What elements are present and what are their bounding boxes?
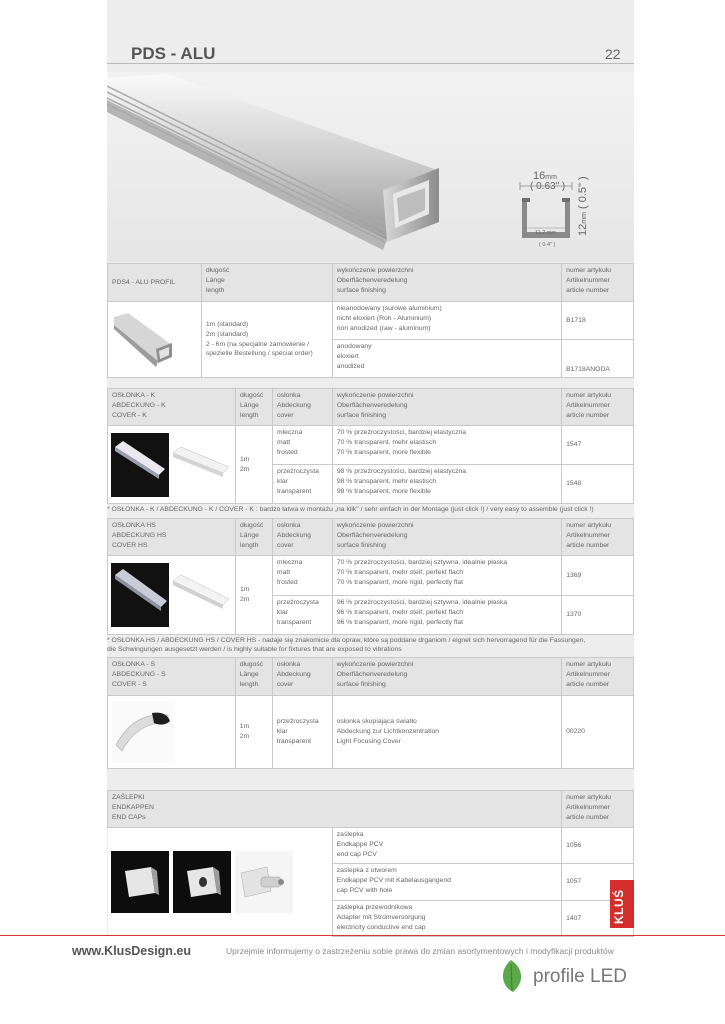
cover-type: mleczna matt frosted [272, 426, 332, 465]
brand-name: profile LED [533, 966, 627, 987]
finish-header: wykończenie powierzchni Oberflächenveredelung surface finishing [332, 519, 561, 556]
cover-s-table [107, 657, 634, 769]
end-cap-description: zaślepka z otworem Endkappe PCV mit Kabelausgangend cap PCV with hole [332, 864, 561, 901]
cover-hs-note: * OSŁONKA HS / ABDECKUNG HS / COVER HS - nadaje się znakomicie dla opraw, które są poddane drganiom / eignet sich hervorragend für die Fassungen, die Schwingungen ausgesetzt werden / is highly suitable for fixtures that are exposed to vibrations [107, 637, 586, 654]
cover-k-lengths: 1m 2m [235, 426, 272, 504]
profile-thumbnail-image [112, 309, 174, 371]
article-number: 1407 [562, 901, 634, 937]
length-header: długość Länge length [201, 264, 332, 302]
klus-logo-tab: KLUŚ [610, 880, 634, 928]
article-header: numer artykułu Artikelnummer article number [562, 658, 634, 696]
article-header: numer artykułu Artikelnummer article number [562, 791, 634, 828]
dimension-height: 12mm ( 0.5" ) [577, 176, 589, 236]
cover-finish: 98 % przeźroczystości, bardziej elastyczna 98 % transparent, mehr elastisch 98 % transparent, more flexible [332, 465, 561, 504]
profile-lengths: 1m (standard) 2m (standard) 2 - 6m (na specjalne zamówienie / spezielle Bestellung / special order) [201, 302, 332, 378]
cover-k-thumbnail [108, 426, 236, 504]
cover-s-image [112, 701, 174, 763]
cover-type: przeźroczysta klar transparent [272, 596, 332, 635]
profile-thumbnail [108, 302, 202, 378]
cover-header: osłonka Abdeckung cover [272, 519, 332, 556]
cover-hs-thumbnail [108, 556, 236, 635]
end-caps-thumbnail [108, 828, 333, 937]
header-divider [107, 63, 634, 64]
cover-type: mleczna matt frosted [272, 556, 332, 596]
cover-hs-table [107, 518, 634, 635]
cover-s-name: OSŁONKA - S ABDECKUNG - S COVER - S [108, 658, 236, 696]
cover-hs-lengths: 1m 2m [235, 556, 272, 635]
dimension-width-inch: ( 0.63" ) [530, 181, 566, 192]
cover-hs-name: OSŁONKA HS ABDECKUNG HS COVER HS [108, 519, 236, 556]
cover-finish: osłonka skupiająca światło Abdeckung zur Lichtkonzentration Light Focusing Cover [332, 696, 561, 769]
cover-type: przeźroczysta klar transparent [272, 465, 332, 504]
article-number: 00220 [562, 696, 634, 769]
end-caps-table [107, 790, 634, 937]
website-link[interactable]: www.KlusDesign.eu [72, 944, 192, 958]
finish-raw: nieanodowany (surowe aluminium) nicht eloxiert (Roh - Aluminium) non anodized (raw - aluminum) [332, 302, 561, 340]
cover-hs-images [111, 563, 231, 627]
cover-finish: 70 % przeźroczystości, bardziej elastyczna 70 % transparent, mehr elastisch 70 % transparent, more flexible [332, 426, 561, 465]
article-header: numer artykułu Artikelnummer article number [562, 389, 634, 426]
dimension-width: 16mm [533, 170, 557, 182]
cover-type: przeźroczysta klar transparent [272, 696, 332, 769]
cover-header: osłonka Abdeckung cover [272, 389, 332, 426]
end-caps-images [111, 851, 293, 913]
leaf-icon [497, 958, 525, 994]
length-header: długość Länge length [235, 519, 272, 556]
cover-finish: 70 % przeźroczystości, bardziej sztywna, idealnie płaska 70 % transparent, mehr steif, perfekt flach 70 % transparent, more rigid, perfectly flat [332, 556, 561, 596]
profile-table [107, 263, 634, 378]
page-title: PDS - ALU [131, 44, 216, 63]
finish-anodized: anodowany eloxiert anodized [332, 340, 561, 378]
article-header: numer artykułu Artikelnummer article number [562, 264, 634, 302]
cover-s-thumbnail [108, 696, 236, 769]
cover-k-note: * OSŁONKA - K / ABDECKUNG - K / COVER - K : bardzo łatwa w montażu „na klik" / sehr einfach in der Montage (just click !) / very easy to assemble (just click !) [107, 506, 594, 513]
end-cap-description: zaślepka Endkappe PCV end cap PCV [332, 828, 561, 864]
footer-divider [0, 935, 725, 936]
finish-header: wykończenie powierzchni Oberflächenveredelung surface finishing [332, 658, 561, 696]
end-cap-description: zaślepka przewodnikowa Adapter mit Stromversorgung electricity conductive end cap [332, 901, 561, 937]
cover-finish: 96 % przeźroczystości, bardziej sztywna, idealnie płaska 96 % transparent, mehr steif, perfekt flach 96 % transparent, more rigid, perfectly flat [332, 596, 561, 635]
article-number: B1718ANODA [562, 340, 634, 378]
cover-s-lengths: 1m 2m [235, 696, 272, 769]
length-header: długość Länge length [235, 389, 272, 426]
page-number: 22 [605, 46, 621, 62]
cover-k-images [111, 433, 231, 497]
finish-header: wykończenie powierzchni Oberflächenveredelung surface finishing [332, 264, 561, 302]
disclaimer-text: Uprzejmie informujemy o zastrzeżeniu sobie prawa do zmian asortymentowych i modyfikacji produktów [226, 946, 614, 956]
end-caps-name: ZAŚLEPKI ENDKAPPEN END CAPs [108, 791, 562, 828]
article-number: 1370 [562, 596, 634, 635]
article-number: 1056 [562, 828, 634, 864]
article-header: numer artykułu Artikelnummer article number [562, 519, 634, 556]
dimension-inner-inch: ( 0.4" ) [539, 242, 556, 248]
article-number: 1057 [562, 864, 634, 901]
article-number: 1547 [562, 426, 634, 465]
cover-k-name: OSŁONKA - K ABDECKUNG - K COVER - K [108, 389, 236, 426]
article-number: 1548 [562, 465, 634, 504]
finish-header: wykończenie powierzchni Oberflächenveredelung surface finishing [332, 389, 561, 426]
dimension-inner-width: 11,2 mm [535, 230, 556, 236]
article-number: B1718 [562, 302, 634, 340]
profile-name: PDS4 - ALU PROFIL [108, 264, 202, 302]
article-number: 1369 [562, 556, 634, 596]
cover-header: osłonka Abdeckung cover [272, 658, 332, 696]
length-header: długość Länge length [235, 658, 272, 696]
cover-k-table [107, 388, 634, 504]
